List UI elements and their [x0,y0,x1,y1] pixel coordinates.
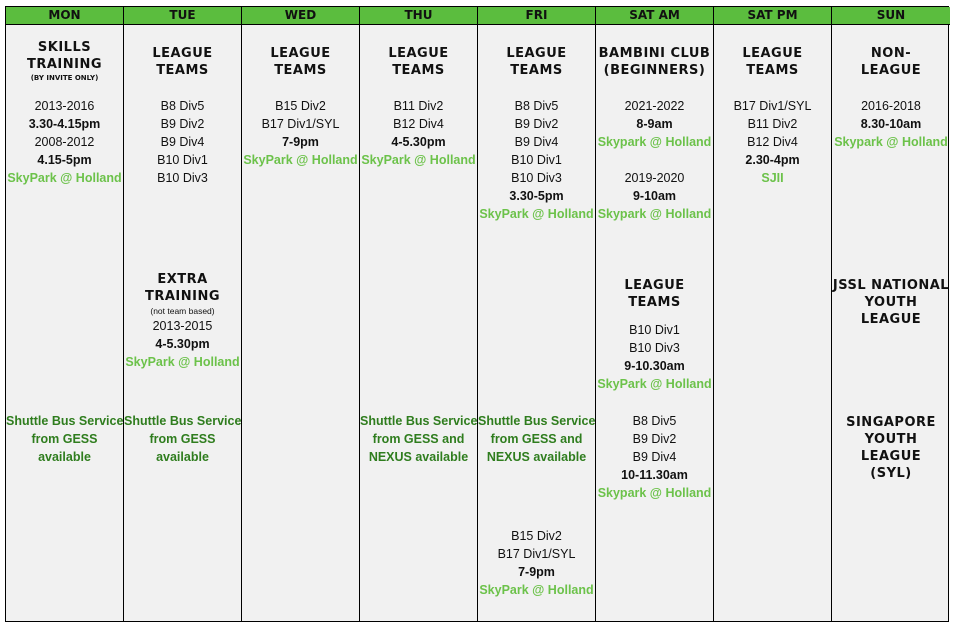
session-time: 7-9pm [282,135,319,149]
league-title-2: TEAMS [156,63,209,78]
league-teams-title [714,45,831,79]
session-time: 3.30-5pm [509,189,564,203]
team-name: B9 Div4 [514,135,559,149]
column-sun [832,7,950,621]
league-teams-title [242,45,359,79]
skills-training-block [6,39,123,83]
session-time: 8-9am [636,117,673,131]
team-name: B9 Div2 [514,117,559,131]
session-time: 3.30-4.15pm [28,117,101,131]
team-name: B17 Div1/SYL [497,547,576,561]
bambini-title-2: (BEGINNERS) [603,63,706,78]
extra-training-title: EXTRA [157,272,208,287]
team-name: B10 Div1 [157,153,208,167]
team-name: B12 Div4 [747,135,798,149]
column-thu [360,7,478,621]
venue-label: SkyPark @ Holland [7,171,122,185]
jssl-title-1: JSSL NATIONAL [832,278,950,293]
shuttle-line: from GESS and [490,432,583,446]
league-title: LEAGUE [506,46,567,61]
league-title: LEAGUE [624,278,685,293]
session-time: 2.30-4pm [745,153,800,167]
shuttle-line: NEXUS available [486,450,587,464]
age-group: 2019-2020 [624,171,685,185]
session-time: 9-10.30am [624,359,685,373]
team-name: B17 Div1/SYL [733,99,812,113]
shuttle-bus-note [360,412,477,466]
non-league-title [832,45,950,79]
bambini-title: BAMBINI CLUB [598,46,711,61]
shuttle-line: Shuttle Bus Service [124,414,242,428]
age-group: 2013-2015 [152,319,213,333]
venue-label: SkyPark @ Holland [243,153,358,167]
league-title-2: TEAMS [392,63,445,78]
venue-label: SkyPark @ Holland [479,583,594,597]
team-name: B17 Div1/SYL [261,117,340,131]
venue-label: Skypark @ Holland [597,486,712,500]
league-title: LEAGUE [742,46,803,61]
team-name: B12 Div4 [393,117,444,131]
sat-am-league-sessions-2 [596,412,713,502]
shuttle-bus-note [6,412,123,466]
shuttle-line: from GESS [149,432,216,446]
bambini-club-title [596,45,713,79]
not-team-based-note: (not team based) [150,306,215,316]
session-time: 4-5.30pm [391,135,446,149]
shuttle-bus-note [478,412,595,466]
fri-evening-teams [478,527,595,599]
column-sat-pm [714,7,832,621]
venue-label: SJII [761,171,784,185]
venue-label: SkyPark @ Holland [597,377,712,391]
skills-training-title-2: TRAINING [26,57,103,72]
mon-sessions [6,97,123,187]
sun-sessions [832,97,950,151]
team-name: B9 Div2 [160,117,205,131]
session-time: 10-11.30am [621,468,688,482]
team-name: B8 Div5 [160,99,205,113]
syl-title-2: YOUTH LEAGUE [860,432,922,464]
column-mon [6,7,124,621]
day-header-tue: TUE [124,7,241,25]
shuttle-line: available [38,450,91,464]
team-name: B15 Div2 [275,99,326,113]
fri-teams [478,97,595,223]
session-time: 8.30-10am [860,117,922,131]
shuttle-line: Shuttle Bus Service [6,414,124,428]
league-title: LEAGUE [270,46,331,61]
day-header-thu: THU [360,7,477,25]
day-header-mon: MON [6,7,123,25]
column-wed [242,7,360,621]
extra-training-block [124,271,241,371]
team-name: B10 Div1 [511,153,562,167]
league-teams-title [478,45,595,79]
league-title-2: TEAMS [510,63,563,78]
wed-teams [242,97,359,169]
session-time: 9-10am [632,189,677,203]
shuttle-line: Shuttle Bus Service [360,414,478,428]
session-time: 4-5.30pm [155,337,210,351]
day-header-sun: SUN [832,7,950,25]
shuttle-line: NEXUS available [368,450,469,464]
weekly-schedule-table [5,6,949,622]
league-title-2: TEAMS [274,63,327,78]
league-teams-title [596,277,713,311]
day-header-fri: FRI [478,7,595,25]
venue-label: SkyPark @ Holland [125,355,240,369]
team-name: B9 Div4 [632,450,677,464]
venue-label: SkyPark @ Holland [479,207,594,221]
sat-am-league-sessions [596,321,713,393]
venue-label: Skypark @ Holland [597,135,712,149]
team-name: B10 Div1 [629,323,680,337]
team-name: B15 Div2 [511,529,562,543]
team-name: B10 Div3 [629,341,680,355]
team-name: B9 Div4 [160,135,205,149]
team-name: B8 Div5 [632,414,677,428]
column-tue [124,7,242,621]
shuttle-line: available [156,450,209,464]
shuttle-bus-note [124,412,241,466]
sat-pm-teams [714,97,831,187]
shuttle-line: from GESS [31,432,98,446]
day-header-wed: WED [242,7,359,25]
day-header-sat-am: SAT AM [596,7,713,25]
venue-label: Skypark @ Holland [834,135,948,149]
age-group: 2021-2022 [624,99,685,113]
age-group: 2008-2012 [34,135,95,149]
thu-teams [360,97,477,169]
team-name: B11 Div2 [747,117,798,131]
jssl-title [832,277,950,328]
league-title-2: TEAMS [746,63,799,78]
shuttle-line: Shuttle Bus Service [478,414,596,428]
venue-label: SkyPark @ Holland [361,153,476,167]
non-league-title-2: LEAGUE [860,63,922,78]
league-title: LEAGUE [152,46,213,61]
syl-title-1: SINGAPORE [846,415,936,430]
age-group: 2013-2016 [34,99,95,113]
league-title-2: TEAMS [628,295,681,310]
league-teams-title [360,45,477,79]
column-fri [478,7,596,621]
day-header-sat-pm: SAT PM [714,7,831,25]
jssl-title-2: YOUTH LEAGUE [860,295,922,327]
column-sat-am [596,7,714,621]
invite-only-note: (BY INVITE ONLY) [30,74,99,82]
team-name: B10 Div3 [511,171,562,185]
team-name: B9 Div2 [632,432,677,446]
non-league-title-1: NON- [870,46,912,61]
shuttle-line: from GESS and [372,432,465,446]
venue-label: Skypark @ Holland [597,207,712,221]
age-group: 2016-2018 [861,99,921,113]
spacer [596,151,713,169]
team-name: B11 Div2 [393,99,444,113]
session-time: 4.15-5pm [37,153,92,167]
team-name: B8 Div5 [514,99,559,113]
tue-teams [124,97,241,187]
league-teams-title [124,45,241,79]
session-time: 7-9pm [518,565,555,579]
syl-title-3: (SYL) [870,466,912,481]
extra-training-title-2: TRAINING [144,289,221,304]
team-name: B10 Div3 [157,171,208,185]
bambini-sessions [596,97,713,223]
skills-training-title: SKILLS [37,40,92,55]
league-title: LEAGUE [388,46,449,61]
syl-title [832,414,950,482]
